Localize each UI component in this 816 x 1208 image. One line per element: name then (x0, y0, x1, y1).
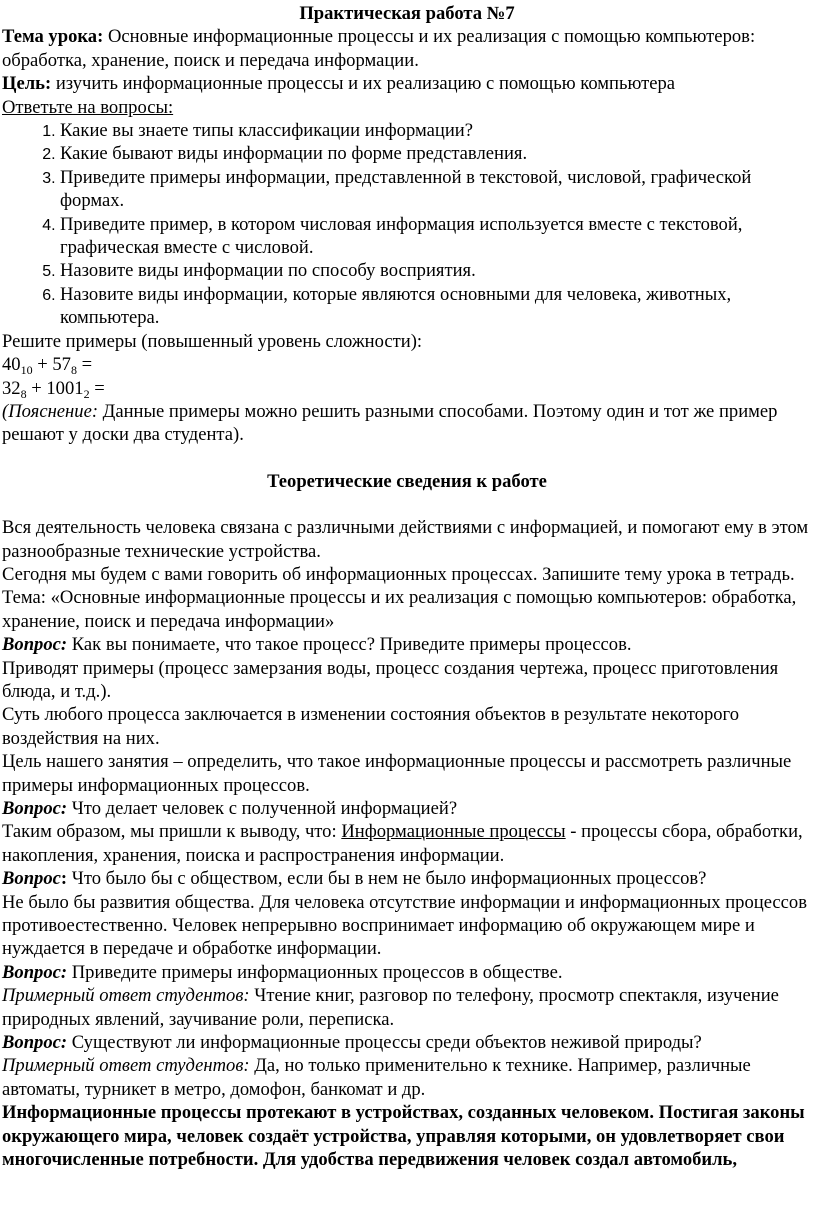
question-item: 2. Какие бывают виды информации по форме представления. (60, 142, 812, 165)
question-text: Существуют ли информационные процессы среди объектов неживой природы? (67, 1032, 702, 1054)
question-item: 3. Приведите примеры информации, представленной в текстовой, числовой, графической формах. (60, 166, 812, 213)
theory-question (2, 1031, 812, 1054)
example-2-b: + 1001 (26, 377, 84, 399)
question-text: Как вы понимаете, что такое процесс? Приведите примеры процессов. (67, 634, 632, 656)
answer-text: Да, но только применительно к технике. Например, различные автоматы, турникет в метро, домофон, банкомат и др. (2, 1055, 751, 1100)
theory-question (2, 633, 812, 656)
definition-term: Информационные процессы (341, 821, 566, 843)
theory-question (2, 797, 812, 820)
question-text: Что было бы с обществом, если бы в нем не было информационных процессов? (67, 868, 707, 890)
theory-paragraph: Информационные процессы протекают в устройствах, созданных человеком. Постигая законы окружающего мира, человек создаёт устройства, управляя которыми, он удовлетворяет свои многочисленные потребности. Для удобства передвижения человек создал автомобиль, (2, 1102, 805, 1171)
example-1-eq: = (76, 354, 93, 376)
questions-list (2, 119, 812, 330)
answer-text: Чтение книг, разговор по телефону, просмотр спектакля, изучение природных явлений, заучивание роли, переписка. (2, 985, 779, 1030)
example-1-a: 40 (2, 354, 21, 376)
theory-paragraph: Приводят примеры (процесс замерзания воды, процесс создания чертежа, процесс приготовления блюда, и т.д.). (2, 657, 779, 702)
theory-definition (2, 820, 812, 867)
questions-heading: Ответьте на вопросы: (2, 96, 174, 118)
example-1 (2, 353, 812, 376)
theory-question (2, 867, 812, 890)
theory-paragraph: Не было бы развития общества. Для человека отсутствие информации и информационных процессов противоестественно. Человек непрерывно воспринимает информацию об окружающем мире и нуждается в передаче и обработке информации. (2, 891, 807, 960)
example-2-a-base: 8 (20, 386, 27, 401)
goal-label: Цель: (2, 73, 52, 95)
lesson-goal (2, 72, 812, 95)
question-item: 4. Приведите пример, в котором числовая информация используется вместе с текстовой, графическая вместе с числовой. (60, 213, 812, 260)
question-label: Вопрос: (2, 798, 68, 819)
question-label: Вопрос: (2, 961, 68, 983)
example-1-b-base: 8 (70, 363, 77, 378)
topic-label: Тема урока: (2, 26, 104, 48)
question-label: Вопрос: (2, 1032, 68, 1054)
page-title: Практическая работа №7 (299, 3, 515, 24)
example-2-a: 32 (2, 377, 21, 399)
topic-text: Основные информационные процессы и их реализация с помощью компьютеров: обработка, хранение, поиск и передача информации. (2, 26, 756, 71)
question-item: 5. Назовите виды информации по способу восприятия. (60, 259, 812, 282)
answer-label: Примерный ответ студентов: (2, 985, 250, 1007)
theory-paragraph: Суть любого процесса заключается в изменении состояния объектов в результате некоторого воздействия на них. (2, 704, 740, 749)
question-text: Приведите примеры информационных процессов в обществе. (67, 961, 563, 983)
student-answer (2, 984, 812, 1031)
spacer (2, 447, 812, 470)
example-2-eq: = (89, 377, 105, 399)
definition-intro: Таким образом, мы пришли к выводу, что: (2, 821, 342, 843)
examples-heading: Решите примеры (повышенный уровень сложности): (2, 330, 423, 352)
theory-paragraph: Цель нашего занятия – определить, что такое информационные процессы и рассмотреть различные примеры информационных процессов. (2, 751, 792, 796)
answer-label: Примерный ответ студентов: (2, 1055, 250, 1077)
example-2-b-base: 2 (83, 386, 90, 401)
note-label: (Пояснение: (2, 400, 99, 422)
theory-paragraph: Вся деятельность человека связана с различными действиями с информацией, и помогают ему в этом разнообразные технические устройства. (2, 517, 809, 562)
question-colon: : (60, 868, 68, 890)
example-2 (2, 377, 812, 400)
question-label: Вопрос (2, 868, 61, 890)
theory-paragraph: Сегодня мы будем с вами говорить об информационных процессах. Запишите тему урока в тетрадь. Тема: «Основные информационные процессы и их реализация с помощью компьютеров: обработка, хранение, поиск и передача информации» (2, 563, 797, 632)
goal-text: изучить информационные процессы и их реализацию с помощью компьютера (51, 73, 676, 95)
example-1-a-base: 10 (20, 363, 33, 378)
question-item: 1. Какие вы знаете типы классификации информации? (60, 119, 812, 142)
theory-question (2, 961, 812, 984)
question-item: 6. Назовите виды информации, которые являются основными для человека, животных, компьютера. (60, 283, 812, 330)
question-text: Что делает человек с полученной информацией? (67, 798, 458, 819)
definition-text: - процессы сбора, обработки, накопления, хранения, поиска и распространения информации. (2, 821, 803, 866)
question-label: Вопрос: (2, 634, 68, 656)
note-text: Данные примеры можно решить разными способами. Поэтому один и тот же пример решают у доски два студента). (2, 400, 778, 446)
examples-note (2, 400, 812, 447)
student-answer (2, 1054, 812, 1101)
spacer (2, 493, 812, 516)
lesson-topic (2, 25, 812, 72)
example-1-b: + 57 (32, 354, 71, 376)
theory-heading: Теоретические сведения к работе (267, 470, 547, 492)
